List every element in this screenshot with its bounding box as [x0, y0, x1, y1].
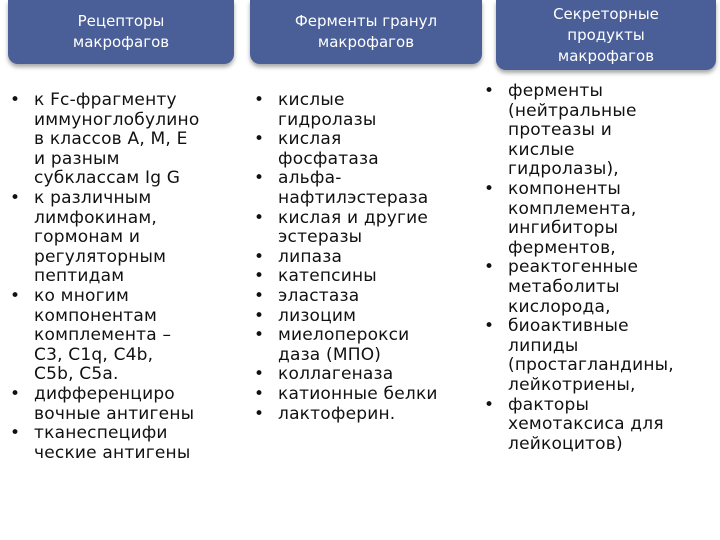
list-item: • миелоперокси даза (МПО) [252, 326, 488, 365]
list-item: • альфа- нафтилэстераза [252, 169, 488, 208]
header-granule-enzymes: Ферменты гранул макрофагов [250, 0, 482, 64]
list-item: • факторы хемотаксиса для лейкоцитов) [482, 396, 718, 455]
list-item: • ферменты (нейтральные протеазы и кислые гидролазы), [482, 82, 718, 180]
list-item: • коллагеназа [252, 365, 488, 385]
list-item: • дифференциро вочные антигены [8, 385, 244, 424]
list-item: • к различным лимфокинам, гормонам и регуляторным пептидам [8, 189, 244, 287]
list-item: • липаза [252, 248, 488, 268]
list-item: • катионные белки [252, 385, 488, 405]
list-item: • компоненты комплемента, ингибиторы ферментов, [482, 180, 718, 258]
list-item: • кислые гидролазы [252, 91, 488, 130]
list-item: • тканеспецифи ческие антигены [8, 424, 244, 463]
list-item: • биоактивные липиды (простагландины, лейкотриены, [482, 317, 718, 395]
list-item: • лизоцим [252, 307, 488, 327]
header-receptors: Рецепторы макрофагов [8, 0, 234, 64]
list-item: • катепсины [252, 267, 488, 287]
list-item: • лактоферин. [252, 405, 488, 425]
header-secretory-products: Секреторные продукты макрофагов [496, 0, 716, 70]
granule-enzymes-list [252, 91, 488, 424]
list-item: • ко многим компонентам комплемента – C3, C1q, C4b, C5b, C5a. [8, 287, 244, 385]
list-item: • эластаза [252, 287, 488, 307]
list-item: • к Fc-фрагменту иммуноглобулино в классов A, M, E и разным субклассам Ig G [8, 91, 244, 189]
secretory-products-list [482, 82, 718, 454]
list-item: • кислая и другие эстеразы [252, 209, 488, 248]
receptors-list [8, 91, 244, 463]
list-item: • реактогенные метаболиты кислорода, [482, 258, 718, 317]
list-item: • кислая фосфатаза [252, 130, 488, 169]
